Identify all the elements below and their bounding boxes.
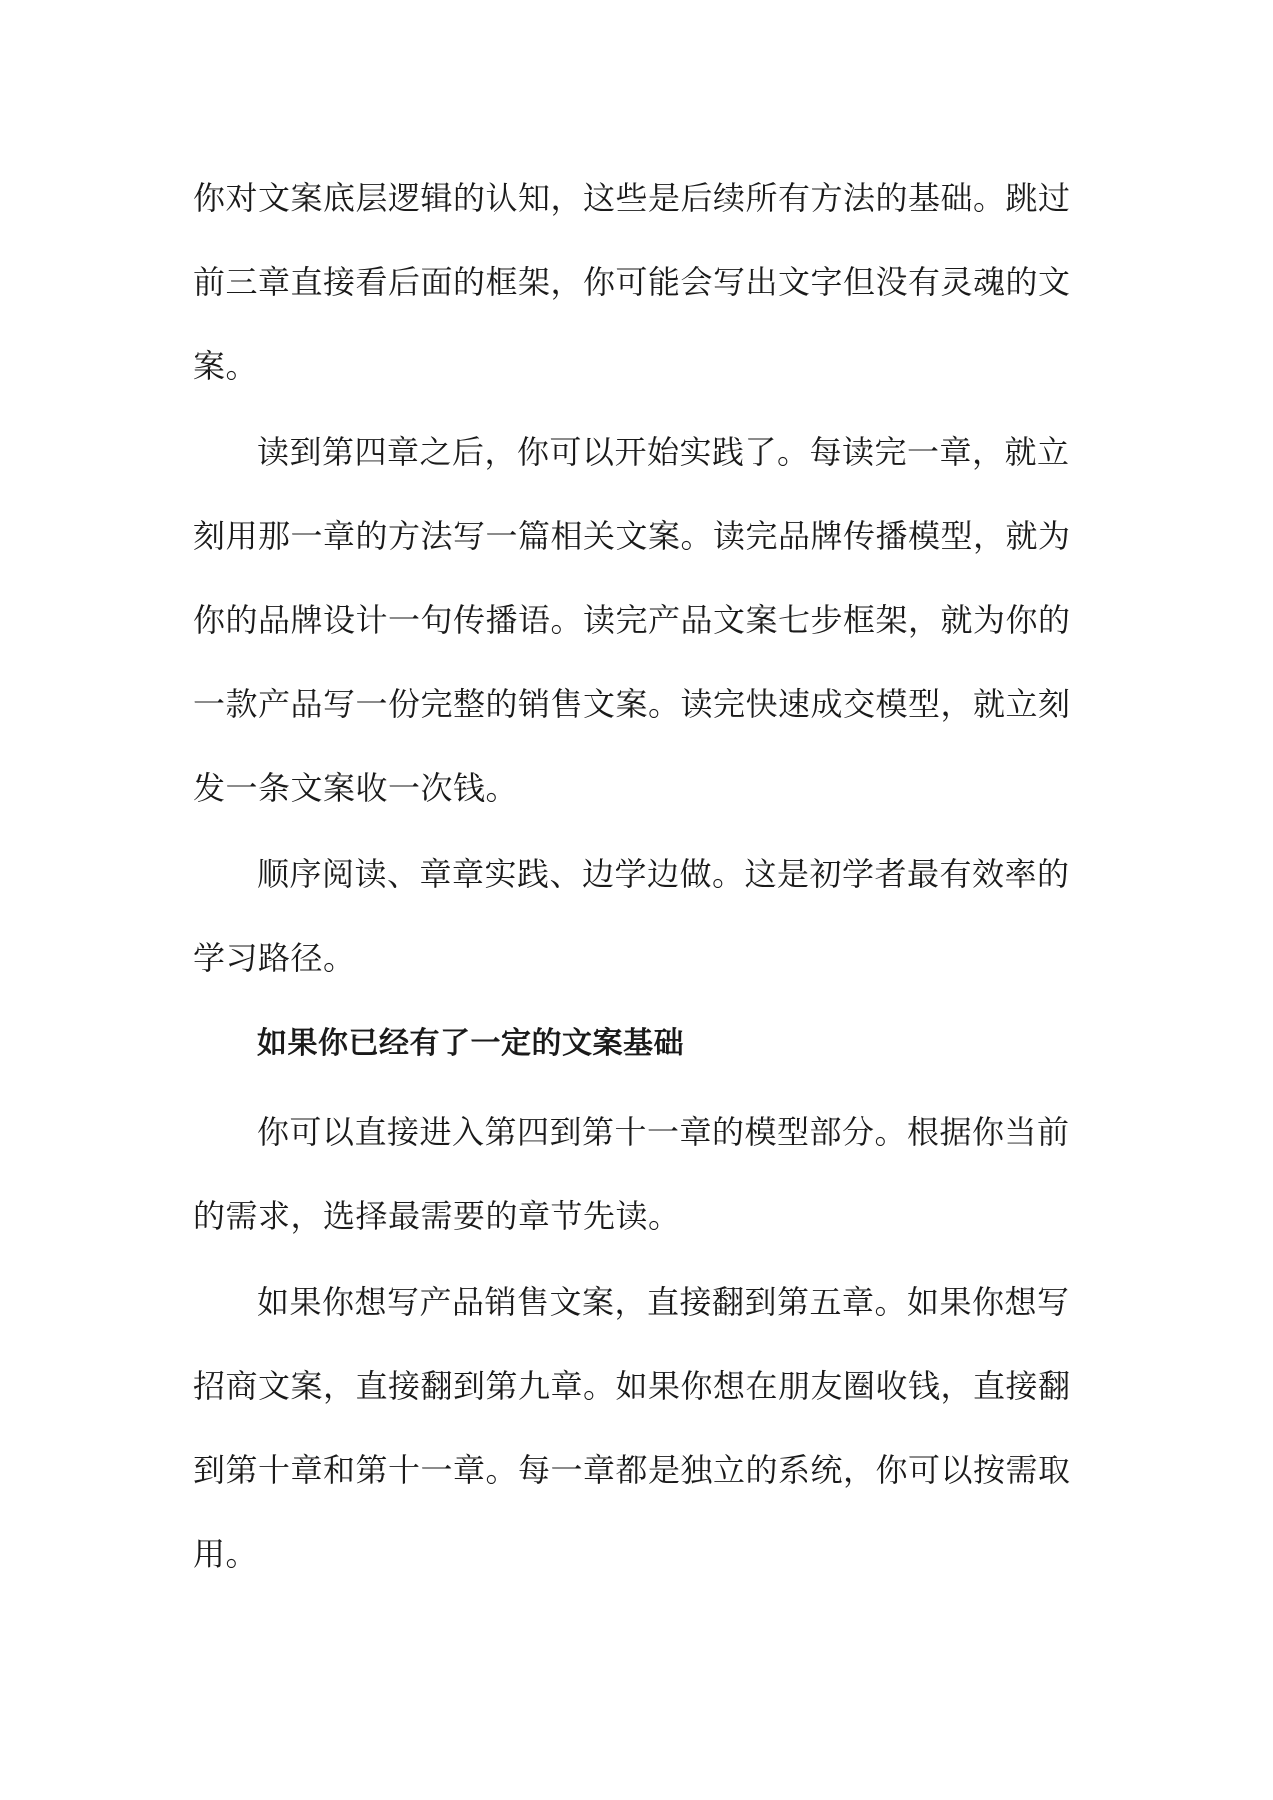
paragraph-line: 读到第四章之后，你可以开始实践了。每读完一章，就立: [257, 433, 1070, 471]
section-heading: 如果你已经有了一定的文案基础: [257, 1026, 684, 1061]
paragraph-line: 学习路径。: [193, 939, 356, 977]
paragraph-line: 的需求，选择最需要的章节先读。: [193, 1197, 681, 1235]
paragraph-line: 到第十章和第十一章。每一章都是独立的系统，你可以按需取: [193, 1451, 1071, 1489]
paragraph-line: 招商文案，直接翻到第九章。如果你想在朋友圈收钱，直接翻: [193, 1367, 1071, 1405]
paragraph-line: 案。: [193, 347, 259, 385]
paragraph-line: 如果你想写产品销售文案，直接翻到第五章。如果你想写: [257, 1283, 1070, 1321]
paragraph-line: 顺序阅读、章章实践、边学边做。这是初学者最有效率的: [257, 855, 1070, 893]
paragraph-line: 你对文案底层逻辑的认知，这些是后续所有方法的基础。跳过: [193, 179, 1071, 217]
paragraph-line: 前三章直接看后面的框架，你可能会写出文字但没有灵魂的文: [193, 263, 1071, 301]
paragraph-line: 一款产品写一份完整的销售文案。读完快速成交模型，就立刻: [193, 685, 1071, 723]
paragraph-line: 刻用那一章的方法写一篇相关文案。读完品牌传播模型，就为: [193, 517, 1071, 555]
paragraph-line: 发一条文案收一次钱。: [193, 769, 519, 807]
paragraph-line: 你可以直接进入第四到第十一章的模型部分。根据你当前: [257, 1113, 1070, 1151]
paragraph-line: 用。: [193, 1535, 259, 1573]
paragraph-line: 你的品牌设计一句传播语。读完产品文案七步框架，就为你的: [193, 601, 1071, 639]
